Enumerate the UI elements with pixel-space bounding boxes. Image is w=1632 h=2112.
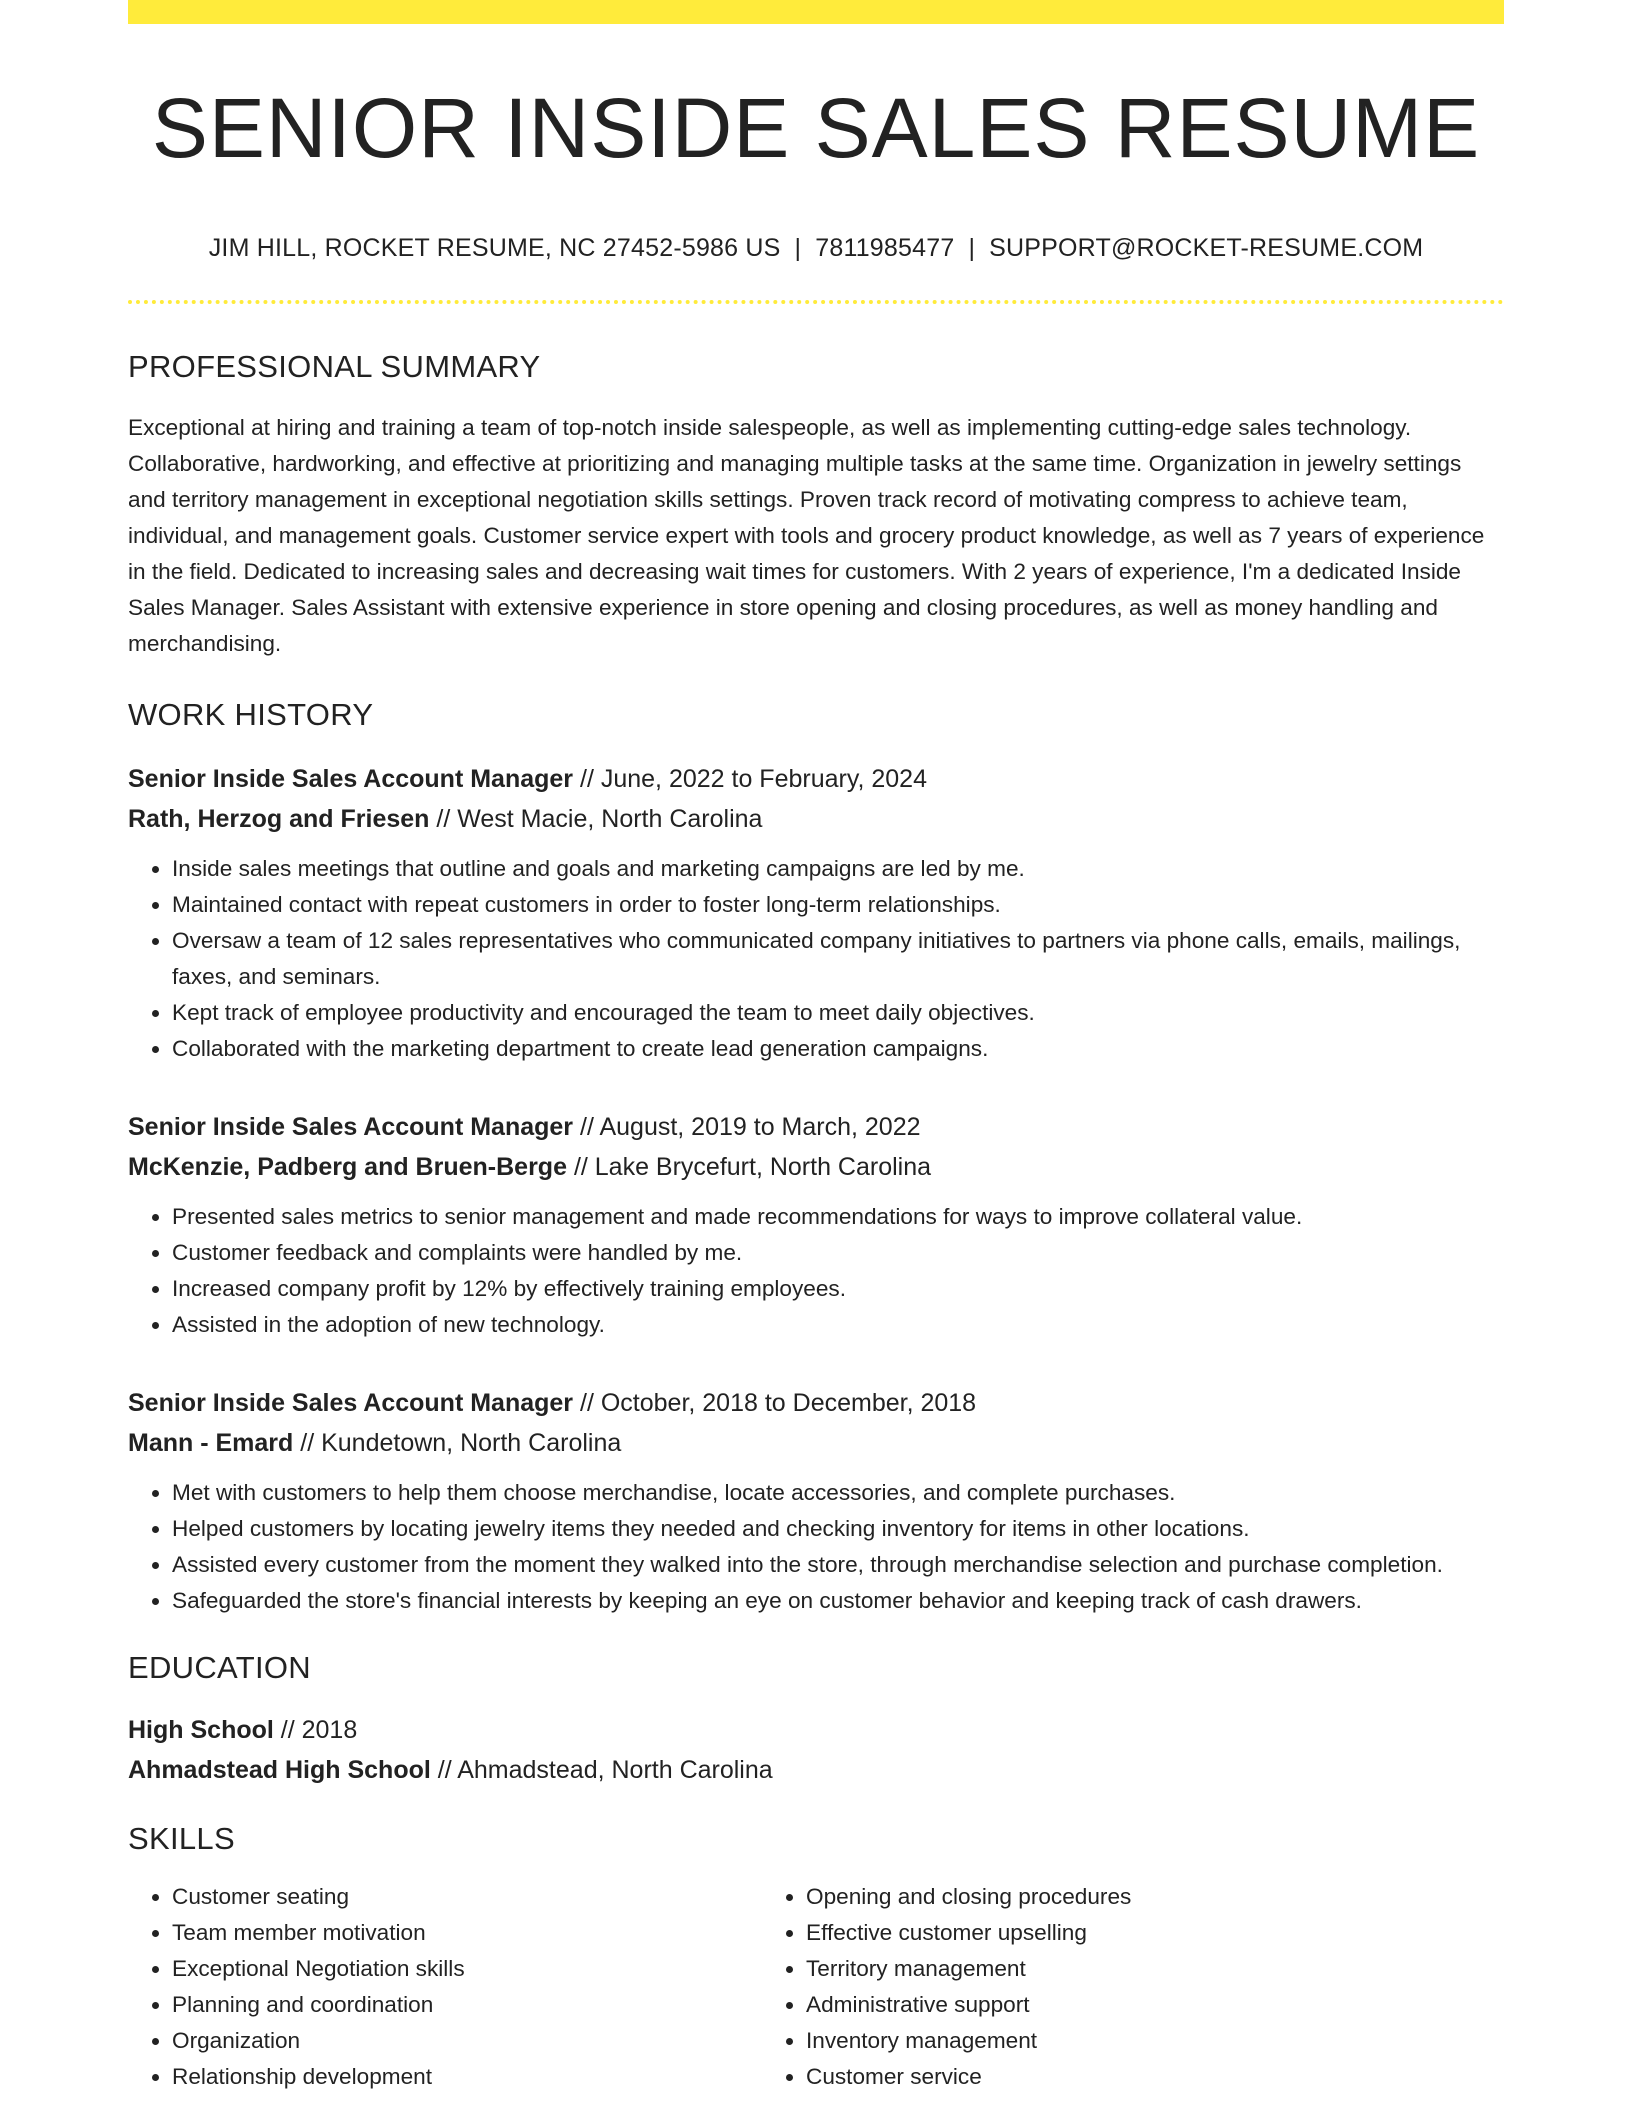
job-bullet: • Presented sales metrics to senior management and made recommendations for ways to improve collateral value.: [172, 1199, 1504, 1235]
job-company-line: [128, 799, 1504, 839]
skill-item: • Planning and coordination: [172, 1987, 762, 2023]
contact-line: [128, 234, 1504, 263]
job-bullet: • Assisted in the adoption of new technology.: [172, 1307, 1504, 1343]
resume-title: SENIOR INSIDE SALES RESUME: [151, 81, 1481, 175]
education-location: // Ahmadstead, North Carolina: [437, 1755, 773, 1784]
skill-item: • Opening and closing procedures: [806, 1879, 1504, 1915]
job-title-line: [128, 1383, 1504, 1423]
summary-heading: PROFESSIONAL SUMMARY: [128, 349, 541, 385]
contact-separator: |: [794, 234, 802, 263]
job-entry: [128, 1107, 1504, 1343]
job-location: // Kundetown, North Carolina: [300, 1428, 622, 1457]
contact-email: SUPPORT@ROCKET-RESUME.COM: [989, 234, 1424, 263]
job-company: Mann - Emard: [128, 1428, 294, 1457]
skill-item: • Team member motivation: [172, 1915, 762, 1951]
job-dates: // June, 2022 to February, 2024: [580, 764, 927, 793]
job-bullet: • Maintained contact with repeat customers in order to foster long-term relationships.: [172, 887, 1504, 923]
skill-item: • Exceptional Negotiation skills: [172, 1951, 762, 1987]
job-bullets: [128, 1199, 1504, 1343]
education-year: // 2018: [280, 1715, 358, 1744]
contact-separator: |: [968, 234, 976, 263]
skill-item: • Effective customer upselling: [806, 1915, 1504, 1951]
skill-item: • Relationship development: [172, 2059, 762, 2095]
job-bullet: • Oversaw a team of 12 sales representatives who communicated company initiatives to partners via phone calls, emails, mailings, faxes, and seminars.: [172, 923, 1504, 995]
skill-item: • Administrative support: [806, 1987, 1504, 2023]
job-company-line: [128, 1147, 1504, 1187]
job-title-line: [128, 1107, 1504, 1147]
dotted-divider: [128, 300, 1504, 304]
skill-item: • Customer seating: [172, 1879, 762, 1915]
summary-text: Exceptional at hiring and training a team of top-notch inside salespeople, as well as implementing cutting-edge sales technology. Collaborative, hardworking, and effective at prioritizing and managing multiple tasks at the same time. Organization in jewelry settings and territory management in exceptional negotiation skills settings. Proven track record of motivating compress to achieve team, individual, and management goals. Customer service expert with tools and grocery product knowledge, as well as 7 years of experience in the field. Dedicated to increasing sales and decreasing wait times for customers. With 2 years of experience, I'm a dedicated Inside Sales Manager. Sales Assistant with extensive experience in store opening and closing procedures, as well as money handling and merchandising.: [128, 414, 1485, 656]
skills-list-left: [128, 1879, 762, 2095]
skill-item: • Inventory management: [806, 2023, 1504, 2059]
job-company: McKenzie, Padberg and Bruen-Berge: [128, 1152, 567, 1181]
job-title: Senior Inside Sales Account Manager: [128, 1112, 574, 1141]
contact-phone: 7811985477: [815, 234, 955, 263]
skills-list-right: [762, 1879, 1504, 2095]
job-bullets: [128, 851, 1504, 1067]
contact-address: JIM HILL, ROCKET RESUME, NC 27452-5986 US: [208, 234, 781, 263]
job-entry: [128, 759, 1504, 1067]
job-location: // Lake Brycefurt, North Carolina: [573, 1152, 932, 1181]
education-heading: EDUCATION: [128, 1649, 311, 1685]
resume-page: [128, 0, 1504, 2095]
education-degree-line: [128, 1710, 1504, 1750]
skills-heading: SKILLS: [128, 1820, 235, 1856]
work-history-heading: WORK HISTORY: [128, 696, 374, 732]
job-bullet: • Kept track of employee productivity and encouraged the team to meet daily objectives.: [172, 995, 1504, 1031]
education-school: Ahmadstead High School: [128, 1755, 431, 1784]
job-bullet: • Assisted every customer from the moment they walked into the store, through merchandise selection and purchase completion.: [172, 1547, 1504, 1583]
job-entry: [128, 1383, 1504, 1619]
job-bullet: • Collaborated with the marketing department to create lead generation campaigns.: [172, 1031, 1504, 1067]
job-bullet: • Safeguarded the store's financial interests by keeping an eye on customer behavior and keeping track of cash drawers.: [172, 1583, 1504, 1619]
job-bullet: • Increased company profit by 12% by effectively training employees.: [172, 1271, 1504, 1307]
job-dates: // October, 2018 to December, 2018: [580, 1388, 977, 1417]
job-bullet: • Met with customers to help them choose merchandise, locate accessories, and complete purchases.: [172, 1475, 1504, 1511]
job-company-line: [128, 1423, 1504, 1463]
education-school-line: [128, 1750, 1504, 1790]
skill-item: • Organization: [172, 2023, 762, 2059]
job-bullets: [128, 1475, 1504, 1619]
job-location: // West Macie, North Carolina: [436, 804, 763, 833]
education-entry: [128, 1710, 1504, 1790]
education-degree: High School: [128, 1715, 274, 1744]
job-title: Senior Inside Sales Account Manager: [128, 764, 574, 793]
job-dates: // August, 2019 to March, 2022: [580, 1112, 921, 1141]
skills-columns: [128, 1879, 1504, 2095]
job-title: Senior Inside Sales Account Manager: [128, 1388, 574, 1417]
job-bullet: • Customer feedback and complaints were handled by me.: [172, 1235, 1504, 1271]
job-company: Rath, Herzog and Friesen: [128, 804, 430, 833]
job-bullet: • Helped customers by locating jewelry items they needed and checking inventory for items in other locations.: [172, 1511, 1504, 1547]
job-bullet: • Inside sales meetings that outline and goals and marketing campaigns are led by me.: [172, 851, 1504, 887]
job-title-line: [128, 759, 1504, 799]
accent-top-bar: [128, 0, 1504, 24]
skill-item: • Territory management: [806, 1951, 1504, 1987]
skill-item: • Customer service: [806, 2059, 1504, 2095]
